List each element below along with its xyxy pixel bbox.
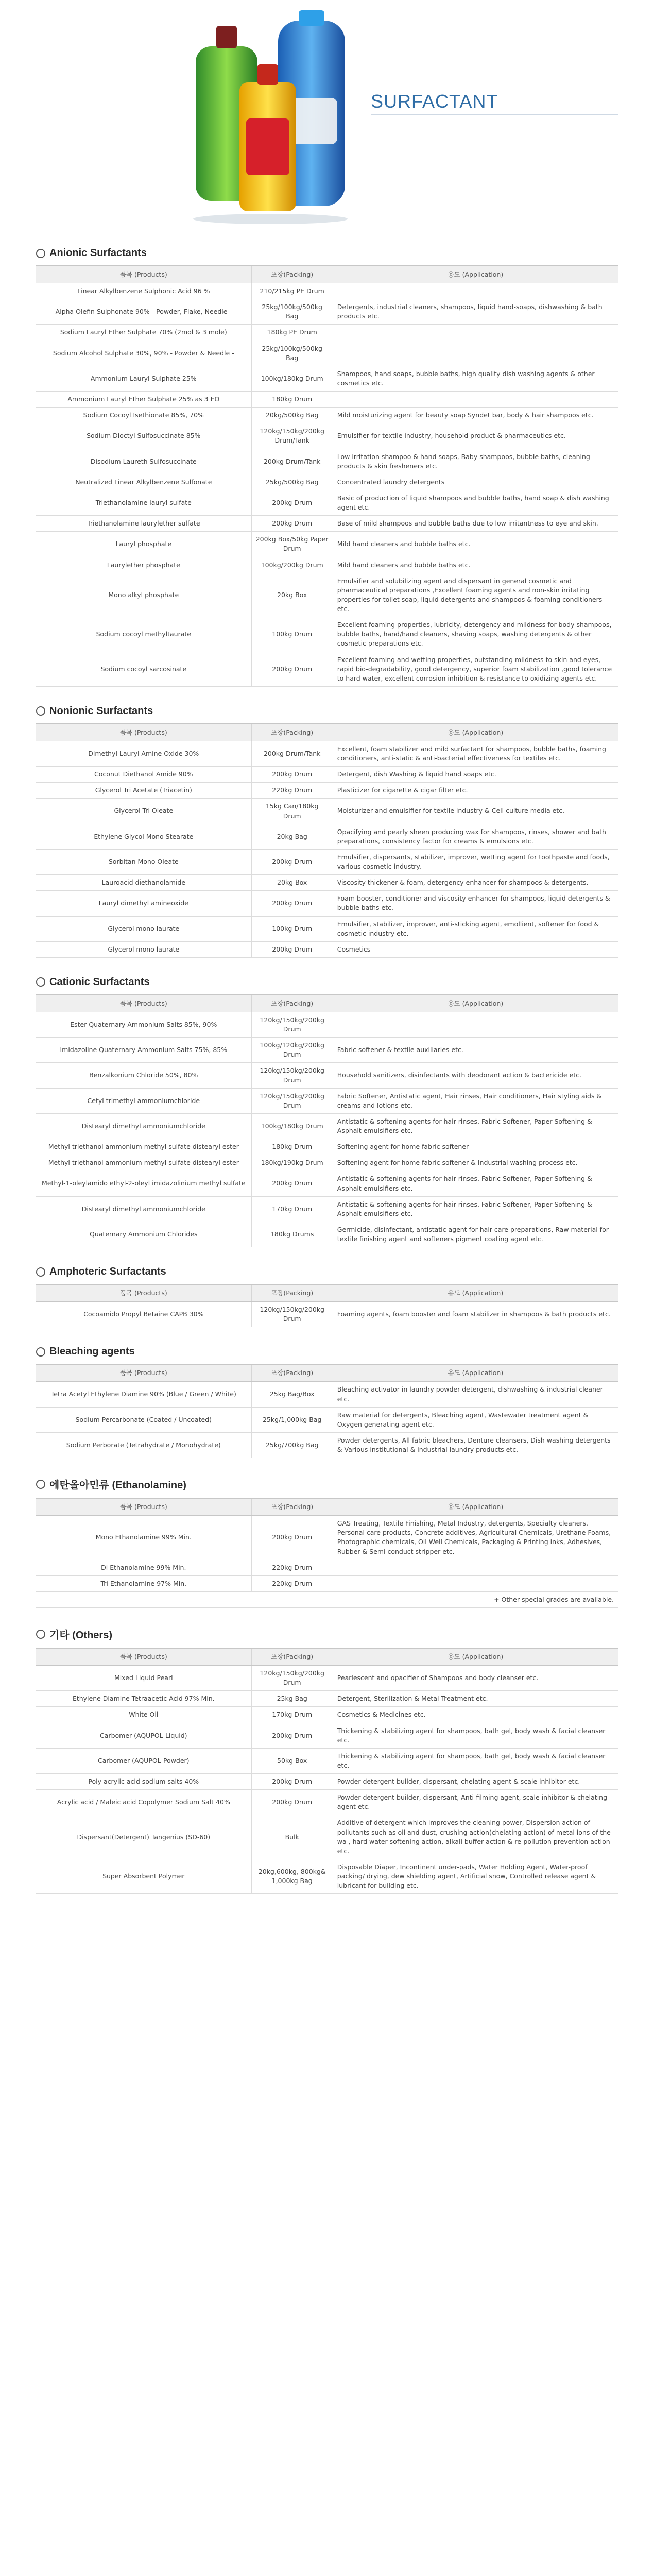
application-cell: Germicide, disinfectant, antistatic agent for hair care preparations, Raw material for textile finishing agent and softeners pigment coating agent etc. (333, 1222, 618, 1247)
table-note: + Other special grades are available. (36, 1591, 618, 1607)
packing-cell: 210/215kg PE Drum (251, 283, 333, 299)
application-cell: Excellent foaming properties, lubricity, detergency and mildness for body shampoos, bubble baths, hand/hand cleaners, shaving soaps, washing detergents & other cosmetic preparations etc. (333, 617, 618, 652)
section-title-text: Bleaching agents (49, 1346, 135, 1358)
column-header-packing: 포장(Packing) (251, 724, 333, 741)
product-cell: Methyl triethanol ammonium methyl sulfate distearyl ester (36, 1139, 251, 1155)
section (36, 1477, 618, 1608)
table-row (36, 366, 618, 391)
table-note-row (36, 1591, 618, 1607)
packing-cell: 100kg/180kg Drum (251, 1113, 333, 1139)
packing-cell: 120kg/150kg/200kg Drum (251, 1666, 333, 1691)
table-row (36, 824, 618, 849)
packing-cell: 170kg Drum (251, 1707, 333, 1723)
packing-cell: 200kg Box/50kg Paper Drum (251, 532, 333, 557)
application-cell: Softening agent for home fabric softener (333, 1139, 618, 1155)
section-title (36, 1626, 618, 1641)
packing-cell: 200kg Drum (251, 652, 333, 686)
packing-cell: 100kg Drum (251, 916, 333, 941)
bullet-circle-icon (36, 249, 45, 258)
table-row (36, 1707, 618, 1723)
product-cell: Poly acrylic acid sodium salts 40% (36, 1774, 251, 1790)
section-title-text: Cationic Surfactants (49, 976, 150, 988)
section-title-text: 기타 (Others) (49, 1630, 112, 1641)
section-title (36, 1266, 618, 1278)
table-row (36, 1774, 618, 1790)
application-cell (333, 341, 618, 366)
table-row (36, 916, 618, 941)
packing-cell: 25kg/1,000kg Bag (251, 1407, 333, 1432)
table-row (36, 783, 618, 799)
packing-cell: 220kg Drum (251, 1575, 333, 1591)
table-row (36, 325, 618, 341)
product-cell: Neutralized Linear Alkylbenzene Sulfonate (36, 474, 251, 490)
application-cell: Fabric Softener, Antistatic agent, Hair rinses, Hair conditioners, Hair styling aids & creams and lotions etc. (333, 1088, 618, 1113)
packing-cell: 200kg Drum (251, 1516, 333, 1560)
packing-cell: 25kg Bag/Box (251, 1382, 333, 1407)
table-row (36, 652, 618, 686)
product-cell: Acrylic acid / Maleic acid Copolymer Sodium Salt 40% (36, 1790, 251, 1815)
application-cell: Disposable Diaper, Incontinent under-pads, Water Holding Agent, Water-proof packing/ drying, dew shielding agent, Artificial snow, Controlled release agent & lubricant for building etc. (333, 1859, 618, 1893)
table-row (36, 1575, 618, 1591)
packing-cell: 100kg/180kg Drum (251, 366, 333, 391)
table-row (36, 1302, 618, 1327)
table-row (36, 1196, 618, 1222)
column-header-application: 용도 (Application) (333, 266, 618, 283)
application-cell: Cosmetics (333, 941, 618, 957)
table-row (36, 849, 618, 874)
packing-cell: 25kg/500kg Bag (251, 474, 333, 490)
packing-cell: 20kg,600kg, 800kg& 1,000kg Bag (251, 1859, 333, 1893)
application-cell: Emulsifier, dispersants, stabilizer, improver, wetting agent for toothpaste and foods, various cosmetic industry. (333, 849, 618, 874)
packing-cell: 200kg Drum (251, 516, 333, 532)
product-cell: Alpha Olefin Sulphonate 90% - Powder, Flake, Needle - (36, 299, 251, 325)
packing-cell: 25kg/100kg/500kg Bag (251, 299, 333, 325)
packing-cell: 200kg Drum (251, 941, 333, 957)
application-cell: Mild hand cleaners and bubble baths etc. (333, 557, 618, 573)
application-cell: Detergents, industrial cleaners, shampoos, liquid hand-soaps, dishwashing & bath products etc. (333, 299, 618, 325)
table-row (36, 799, 618, 824)
product-cell: Coconut Diethanol Amide 90% (36, 767, 251, 783)
product-cell: Super Absorbent Polymer (36, 1859, 251, 1893)
product-table (36, 723, 618, 958)
application-cell: Mild moisturizing agent for beauty soap Syndet bar, body & hair shampoos etc. (333, 408, 618, 423)
table-row (36, 1516, 618, 1560)
section (36, 976, 618, 1247)
packing-cell: 25kg Bag (251, 1691, 333, 1707)
packing-cell: 200kg Drum/Tank (251, 741, 333, 766)
column-header-product: 품목 (Products) (36, 724, 251, 741)
application-cell: Household sanitizers, disinfectants with deodorant action & bactericide etc. (333, 1063, 618, 1088)
application-cell: Pearlescent and opacifier of Shampoos and body cleanser etc. (333, 1666, 618, 1691)
product-cell: Ester Quaternary Ammonium Salts 85%, 90% (36, 1012, 251, 1037)
product-cell: Ethylene Diamine Tetraacetic Acid 97% Min. (36, 1691, 251, 1707)
product-table (36, 1364, 618, 1458)
application-cell: Powder detergent builder, dispersant, Anti-filming agent, scale inhibitor & chelating agent etc. (333, 1790, 618, 1815)
product-cell: Lauryl dimethyl amineoxide (36, 891, 251, 916)
packing-cell: 20kg Bag (251, 824, 333, 849)
column-header-application: 용도 (Application) (333, 1364, 618, 1382)
packing-cell: 200kg Drum/Tank (251, 449, 333, 474)
application-cell: Mild hand cleaners and bubble baths etc. (333, 532, 618, 557)
column-header-product: 품목 (Products) (36, 266, 251, 283)
column-header-packing: 포장(Packing) (251, 995, 333, 1012)
packing-cell: 100kg/200kg Drum (251, 557, 333, 573)
product-sections (0, 247, 654, 1894)
application-cell: Bleaching activator in laundry powder detergent, dishwashing & industrial cleaner etc. (333, 1382, 618, 1407)
packing-cell: 200kg Drum (251, 1171, 333, 1196)
section (36, 1266, 618, 1327)
table-row (36, 1691, 618, 1707)
application-cell: Antistatic & softening agents for hair rinses, Fabric Softener, Paper Softening & Asphalt emulsifiers etc. (333, 1113, 618, 1139)
column-header-packing: 포장(Packing) (251, 1284, 333, 1302)
product-cell: Linear Alkylbenzene Sulphonic Acid 96 % (36, 283, 251, 299)
application-cell: Concentrated laundry detergents (333, 474, 618, 490)
product-cell: Distearyl dimethyl ammoniumchloride (36, 1113, 251, 1139)
product-cell: Dimethyl Lauryl Amine Oxide 30% (36, 741, 251, 766)
application-cell: Raw material for detergents, Bleaching agent, Wastewater treatment agent & Oxygen generating agent etc. (333, 1407, 618, 1432)
packing-cell: 100kg/120kg/200kg Drum (251, 1038, 333, 1063)
table-header-row (36, 995, 618, 1012)
section (36, 705, 618, 958)
packing-cell: 200kg Drum (251, 1723, 333, 1748)
table-row (36, 408, 618, 423)
application-cell: GAS Treating, Textile Finishing, Metal Industry, detergents, Specialty cleaners, Personal care products, Concrete additives, Agricultural Chemicals, Urethane Foams, Photographic chemicals, Oil Well Chemicals, Packaging & Printing inks, Adhesives, Rubber & Semi conduct stripper etc. (333, 1516, 618, 1560)
table-row (36, 741, 618, 766)
application-cell (333, 1560, 618, 1575)
product-cell: Ammonium Lauryl Sulphate 25% (36, 366, 251, 391)
section-title (36, 1477, 618, 1492)
product-cell: Disodium Laureth Sulfosuccinate (36, 449, 251, 474)
product-cell: Lauroacid diethanolamide (36, 875, 251, 891)
table-row (36, 1748, 618, 1773)
packing-cell: 180kg PE Drum (251, 325, 333, 341)
table-row (36, 1790, 618, 1815)
bullet-circle-icon (36, 1267, 45, 1277)
page-title: SURFACTANT (371, 91, 498, 112)
product-table (36, 994, 618, 1247)
product-cell: White Oil (36, 1707, 251, 1723)
application-cell: Thickening & stabilizing agent for shampoos, bath gel, body wash & facial cleanser etc. (333, 1723, 618, 1748)
table-row (36, 490, 618, 515)
application-cell (333, 392, 618, 408)
application-cell: Opacifying and pearly sheen producing wax for shampoos, rinses, shower and bath preparations, consistency factor for creams & emulsions etc. (333, 824, 618, 849)
product-cell: Mono alkyl phosphate (36, 573, 251, 617)
packing-cell: 20kg Box (251, 875, 333, 891)
packing-cell: 20kg Box (251, 573, 333, 617)
bullet-circle-icon (36, 1480, 45, 1489)
section-title-text: Amphoteric Surfactants (49, 1266, 166, 1278)
packing-cell: 200kg Drum (251, 891, 333, 916)
packing-cell: 220kg Drum (251, 783, 333, 799)
product-cell: Glycerol Tri Oleate (36, 799, 251, 824)
table-row (36, 1063, 618, 1088)
product-cell: Carbomer (AQUPOL-Powder) (36, 1748, 251, 1773)
product-cell: Glycerol mono laurate (36, 916, 251, 941)
packing-cell: 120kg/150kg/200kg Drum (251, 1088, 333, 1113)
application-cell: Excellent foaming and wetting properties, outstanding mildness to skin and eyes, rapid bio-degradability, good detergency, superior foam stabilization ,good tolerance to hard water, excellent corrosion inhibition & resistance to oxidizing agents etc. (333, 652, 618, 686)
product-cell: Imidazoline Quaternary Ammonium Salts 75%, 85% (36, 1038, 251, 1063)
packing-cell: 25kg/700kg Bag (251, 1432, 333, 1458)
application-cell: Thickening & stabilizing agent for shampoos, bath gel, body wash & facial cleanser etc. (333, 1748, 618, 1773)
column-header-application: 용도 (Application) (333, 1648, 618, 1666)
table-row (36, 557, 618, 573)
application-cell: Detergent, Sterilization & Metal Treatment etc. (333, 1691, 618, 1707)
table-row (36, 474, 618, 490)
application-cell (333, 283, 618, 299)
product-cell: Distearyl dimethyl ammoniumchloride (36, 1196, 251, 1222)
hero-banner (0, 0, 654, 247)
column-header-product: 품목 (Products) (36, 1498, 251, 1516)
table-row (36, 1038, 618, 1063)
table-row (36, 1139, 618, 1155)
product-cell: Glycerol mono laurate (36, 941, 251, 957)
packing-cell: 180kg Drum (251, 1139, 333, 1155)
application-cell: Additive of detergent which improves the cleaning power, Dispersion action of pollutants such as oil and dust, crushing action(chelating action) of metal ions of the wa , hard water softening action, alkali buffer action & re-pollution prevention action etc. (333, 1815, 618, 1859)
product-cell: Triethanolamine lauryl sulfate (36, 490, 251, 515)
product-cell: Quaternary Ammonium Chlorides (36, 1222, 251, 1247)
table-row (36, 283, 618, 299)
product-cell: Methyl triethanol ammonium methyl sulfate distearyl ester (36, 1155, 251, 1171)
product-cell: Sodium Cocoyl Isethionate 85%, 70% (36, 408, 251, 423)
bullet-circle-icon (36, 1347, 45, 1357)
product-cell: Sodium Alcohol Sulphate 30%, 90% - Powder & Needle - (36, 341, 251, 366)
product-table (36, 265, 618, 687)
product-cell: Sodium cocoyl methyltaurate (36, 617, 251, 652)
table-row (36, 1560, 618, 1575)
table-row (36, 1113, 618, 1139)
product-cell: Lauryl phosphate (36, 532, 251, 557)
application-cell: Low irritation shampoo & hand soaps, Baby shampoos, bubble baths, cleaning products & skin fresheners etc. (333, 449, 618, 474)
section-title-text: Anionic Surfactants (49, 247, 147, 259)
bullet-circle-icon (36, 706, 45, 716)
table-row (36, 573, 618, 617)
table-header-row (36, 266, 618, 283)
packing-cell: 220kg Drum (251, 1560, 333, 1575)
table-row (36, 1171, 618, 1196)
column-header-application: 용도 (Application) (333, 724, 618, 741)
column-header-application: 용도 (Application) (333, 1284, 618, 1302)
table-header-row (36, 1284, 618, 1302)
product-cell: Sodium Dioctyl Sulfosuccinate 85% (36, 423, 251, 449)
product-cell: Carbomer (AQUPOL-Liquid) (36, 1723, 251, 1748)
table-header-row (36, 1364, 618, 1382)
section-title (36, 976, 618, 988)
application-cell: Fabric softener & textile auxiliaries etc. (333, 1038, 618, 1063)
section-title (36, 1346, 618, 1358)
product-cell: Ammonium Lauryl Ether Sulphate 25% as 3 EO (36, 392, 251, 408)
table-row (36, 891, 618, 916)
product-cell: Tetra Acetyl Ethylene Diamine 90% (Blue / Green / White) (36, 1382, 251, 1407)
table-row (36, 941, 618, 957)
product-cell: Ethylene Glycol Mono Stearate (36, 824, 251, 849)
column-header-packing: 포장(Packing) (251, 266, 333, 283)
bullet-circle-icon (36, 1630, 45, 1639)
table-row (36, 1382, 618, 1407)
column-header-product: 품목 (Products) (36, 1364, 251, 1382)
packing-cell: 20kg/500kg Bag (251, 408, 333, 423)
section-title-text: 에탄올아민류 (Ethanolamine) (49, 1480, 186, 1492)
packing-cell: 200kg Drum (251, 1790, 333, 1815)
column-header-product: 품목 (Products) (36, 1284, 251, 1302)
table-row (36, 299, 618, 325)
detergent-bottles-image (185, 10, 355, 227)
application-cell: Viscosity thickener & foam, detergency enhancer for shampoos & detergents. (333, 875, 618, 891)
packing-cell: 120kg/150kg/200kg Drum (251, 1302, 333, 1327)
product-cell: Cocoamido Propyl Betaine CAPB 30% (36, 1302, 251, 1327)
product-cell: Benzalkonium Chloride 50%, 80% (36, 1063, 251, 1088)
table-row (36, 1088, 618, 1113)
application-cell: Antistatic & softening agents for hair rinses, Fabric Softener, Paper Softening & Asphalt emulsifiers etc. (333, 1171, 618, 1196)
packing-cell: 180kg Drum (251, 392, 333, 408)
column-header-application: 용도 (Application) (333, 1498, 618, 1516)
table-row (36, 1666, 618, 1691)
table-header-row (36, 724, 618, 741)
product-cell: Mixed Liquid Pearl (36, 1666, 251, 1691)
application-cell: Antistatic & softening agents for hair rinses, Fabric Softener, Paper Softening & Asphalt emulsifiers etc. (333, 1196, 618, 1222)
application-cell: Emulsifier for textile industry, household product & pharmaceutics etc. (333, 423, 618, 449)
table-row (36, 423, 618, 449)
product-cell: Methyl-1-oleylamido ethyl-2-oleyl imidazolinium methyl sulfate (36, 1171, 251, 1196)
product-cell: Sodium Perborate (Tetrahydrate / Monohydrate) (36, 1432, 251, 1458)
column-header-product: 품목 (Products) (36, 1648, 251, 1666)
packing-cell: 120kg/150kg/200kg Drum (251, 1012, 333, 1037)
product-cell: Dispersant(Detergent) Tangenius (SD-60) (36, 1815, 251, 1859)
packing-cell: 100kg Drum (251, 617, 333, 652)
application-cell: Plasticizer for cigarette & cigar filter etc. (333, 783, 618, 799)
bullet-circle-icon (36, 977, 45, 987)
packing-cell: Bulk (251, 1815, 333, 1859)
application-cell (333, 325, 618, 341)
product-cell: Sodium cocoyl sarcosinate (36, 652, 251, 686)
product-cell: Sorbitan Mono Oleate (36, 849, 251, 874)
table-row (36, 1222, 618, 1247)
product-cell: Tri Ethanolamine 97% Min. (36, 1575, 251, 1591)
packing-cell: 120kg/150kg/200kg Drum (251, 1063, 333, 1088)
section (36, 1626, 618, 1894)
product-table (36, 1284, 618, 1327)
packing-cell: 120kg/150kg/200kg Drum/Tank (251, 423, 333, 449)
packing-cell: 200kg Drum (251, 490, 333, 515)
product-cell: Laurylether phosphate (36, 557, 251, 573)
packing-cell: 200kg Drum (251, 849, 333, 874)
table-row (36, 617, 618, 652)
application-cell (333, 1012, 618, 1037)
section (36, 247, 618, 687)
application-cell: Powder detergent builder, dispersant, chelating agent & scale inhibitor etc. (333, 1774, 618, 1790)
application-cell: Foaming agents, foam booster and foam stabilizer in shampoos & bath products etc. (333, 1302, 618, 1327)
table-row (36, 1815, 618, 1859)
table-row (36, 1407, 618, 1432)
table-row (36, 1012, 618, 1037)
table-row (36, 875, 618, 891)
section-title (36, 247, 618, 259)
table-row (36, 516, 618, 532)
table-header-row (36, 1648, 618, 1666)
section-title (36, 705, 618, 717)
packing-cell: 50kg Box (251, 1748, 333, 1773)
application-cell: Excellent, foam stabilizer and mild surfactant for shampoos, bubble baths, foaming conditioners, anti-static & anti-bacterial effectiveness for textiles etc. (333, 741, 618, 766)
column-header-application: 용도 (Application) (333, 995, 618, 1012)
application-cell: Softening agent for home fabric softener & Industrial washing process etc. (333, 1155, 618, 1171)
table-header-row (36, 1498, 618, 1516)
packing-cell: 180kg/190kg Drum (251, 1155, 333, 1171)
product-cell: Di Ethanolamine 99% Min. (36, 1560, 251, 1575)
table-row (36, 341, 618, 366)
application-cell: Basic of production of liquid shampoos and bubble baths, hand soap & dish washing agent etc. (333, 490, 618, 515)
product-cell: Sodium Percarbonate (Coated / Uncoated) (36, 1407, 251, 1432)
packing-cell: 180kg Drums (251, 1222, 333, 1247)
product-table (36, 1648, 618, 1894)
table-row (36, 767, 618, 783)
section (36, 1346, 618, 1458)
packing-cell: 25kg/100kg/500kg Bag (251, 341, 333, 366)
column-header-packing: 포장(Packing) (251, 1648, 333, 1666)
table-row (36, 1432, 618, 1458)
product-table (36, 1498, 618, 1608)
product-cell: Sodium Lauryl Ether Sulphate 70% (2mol & 3 mole) (36, 325, 251, 341)
packing-cell: 170kg Drum (251, 1196, 333, 1222)
title-underline (371, 114, 618, 115)
product-cell: Mono Ethanolamine 99% Min. (36, 1516, 251, 1560)
packing-cell: 200kg Drum (251, 767, 333, 783)
application-cell: Emulsifier, stabilizer, improver, anti-sticking agent, emollient, softener for food & cosmetic industry etc. (333, 916, 618, 941)
application-cell: Detergent, dish Washing & liquid hand soaps etc. (333, 767, 618, 783)
application-cell: Foam booster, conditioner and viscosity enhancer for shampoos, liquid detergents & bubble baths etc. (333, 891, 618, 916)
column-header-packing: 포장(Packing) (251, 1364, 333, 1382)
column-header-packing: 포장(Packing) (251, 1498, 333, 1516)
application-cell: Shampoos, hand soaps, bubble baths, high quality dish washing agents & other cosmetics etc. (333, 366, 618, 391)
application-cell: Powder detergents, All fabric bleachers, Denture cleansers, Dish washing detergents & Various institutional & industrial laundry products etc. (333, 1432, 618, 1458)
product-cell: Triethanolamine laurylether sulfate (36, 516, 251, 532)
table-row (36, 392, 618, 408)
application-cell: Cosmetics & Medicines etc. (333, 1707, 618, 1723)
application-cell (333, 1575, 618, 1591)
column-header-product: 품목 (Products) (36, 995, 251, 1012)
product-cell: Cetyl trimethyl ammoniumchloride (36, 1088, 251, 1113)
packing-cell: 15kg Can/180kg Drum (251, 799, 333, 824)
packing-cell: 200kg Drum (251, 1774, 333, 1790)
section-title-text: Nonionic Surfactants (49, 705, 153, 717)
table-row (36, 1155, 618, 1171)
product-cell: Glycerol Tri Acetate (Triacetin) (36, 783, 251, 799)
table-row (36, 532, 618, 557)
application-cell: Base of mild shampoos and bubble baths due to low irritantness to eye and skin. (333, 516, 618, 532)
table-row (36, 1859, 618, 1893)
application-cell: Moisturizer and emulsifier for textile industry & Cell culture media etc. (333, 799, 618, 824)
application-cell: Emulsifier and solubilizing agent and dispersant in general cosmetic and pharmaceutical preparations ,Excellent foaming agents and non-skin irritating properties for toilet soap, liquid detergents and shampoos & foaming conditioners etc. (333, 573, 618, 617)
table-row (36, 1723, 618, 1748)
table-row (36, 449, 618, 474)
